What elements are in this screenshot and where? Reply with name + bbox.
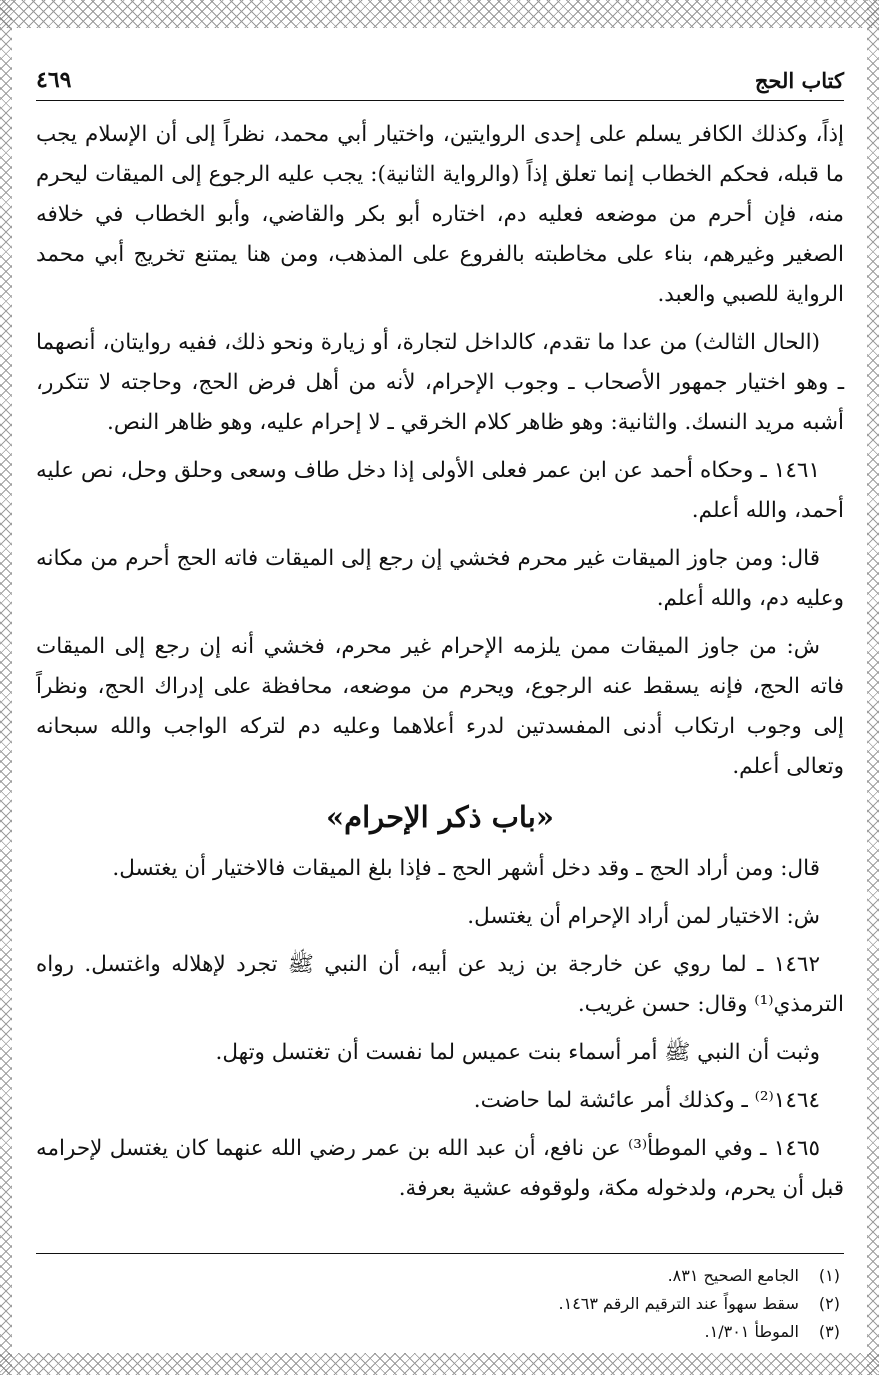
paragraph: ١٤٦١ ـ وحكاه أحمد عن ابن عمر فعلى الأولى إذا دخل طاف وسعى وحلق وحل، نص عليه أحمد، والله أعلم. [36, 458, 844, 523]
book-page [36, 60, 844, 1217]
section-heading: «باب ذكر الإحرام» [326, 800, 554, 834]
paragraph: ش: الاختيار لمن أراد الإحرام أن يغتسل. [467, 904, 820, 929]
paragraph: إذاً، وكذلك الكافر يسلم على إحدى الروايتين، واختيار أبي محمد، نظراً إلى أن الإسلام يجب ما قبله، فحكم الخطاب إنما تعلق إذاً (والرواية الثانية): يجب عليه الرجوع إلى الميقات ليحرم منه، فإن أحرم من موضعه فعليه دم، اختاره أبو بكر والقاضي، وأبو الخطاب في خلافه الصغير وغيرهم، بناء على مخاطبته بالفروع على المذهب، ومن هنا يمتنع تخريج أبي محمد الرواية للصبي والعبد. [36, 122, 844, 307]
footnotes [36, 1253, 844, 1346]
running-head [36, 60, 844, 101]
paragraph: (الحال الثالث) من عدا ما تقدم، كالداخل لتجارة، أو زيارة ونحو ذلك، ففيه روايتان، أنصهما ـ وهو اختيار جمهور الأصحاب ـ وجوب الإحرام، لأنه من أهل فرض الحج، وحاجته لا تتكرر، أشبه مريد النسك. والثانية: وهو ظاهر كلام الخرقي ـ لا إحرام عليه، وهو ظاهر النص. [36, 330, 844, 435]
decorative-border-top [0, 0, 879, 28]
footnote-number: (٣) [818, 1322, 840, 1341]
paragraph: ١٤٦٤⁽²⁾ ـ وكذلك أمر عائشة لما حاضت. [473, 1088, 820, 1113]
footnote-number: (٢) [818, 1294, 840, 1313]
footnote [36, 1318, 840, 1346]
footnote-text: الموطأ ١/٣٠١. [704, 1322, 799, 1341]
book-title: كتاب الحج [754, 67, 844, 93]
paragraph: قال: ومن أراد الحج ـ وقد دخل أشهر الحج ـ فإذا بلغ الميقات فالاختيار أن يغتسل. [112, 856, 820, 881]
paragraph: وثبت أن النبي ﷺ أمر أسماء بنت عميس لما نفست أن تغتسل وتهل. [215, 1040, 820, 1065]
footnote [36, 1262, 840, 1290]
page-number: ٤٦٩ [36, 67, 72, 93]
main-text [36, 115, 844, 1209]
paragraph: ش: من جاوز الميقات ممن يلزمه الإحرام غير محرم، فخشي أنه إن رجع إلى الميقات فاته الحج، فإنه يسقط عنه الرجوع، ويحرم من موضعه، محافظة على إدراك الحج، ونظراً إلى وجوب ارتكاب أدنى المفسدتين لدرء أعلاهما وعليه دم لتركه الواجب والله سبحانه وتعالى أعلم. [36, 634, 844, 779]
paragraph: قال: ومن جاوز الميقات غير محرم فخشي إن رجع إلى الميقات فاته الحج أحرم من مكانه وعليه دم، والله أعلم. [36, 546, 844, 611]
footnote [36, 1290, 840, 1318]
paragraph: ١٤٦٢ ـ لما روي عن خارجة بن زيد عن أبيه، أن النبي ﷺ تجرد لإهلاله واغتسل. رواه الترمذي⁽¹⁾ وقال: حسن غريب. [36, 952, 844, 1017]
decorative-border-left [0, 0, 12, 1375]
footnote-text: سقط سهواً عند الترقيم الرقم ١٤٦٣. [558, 1294, 799, 1313]
decorative-border-right [867, 0, 879, 1375]
footnote-text: الجامع الصحيح ٨٣١. [667, 1266, 799, 1285]
paragraph: ١٤٦٥ ـ وفي الموطأ⁽³⁾ عن نافع، أن عبد الله بن عمر رضي الله عنهما كان يغتسل لإحرامه قبل أن يحرم، ولدخوله مكة، ولوقوفه عشية بعرفة. [36, 1136, 844, 1201]
decorative-border-bottom [0, 1353, 879, 1375]
footnote-number: (١) [818, 1266, 840, 1285]
